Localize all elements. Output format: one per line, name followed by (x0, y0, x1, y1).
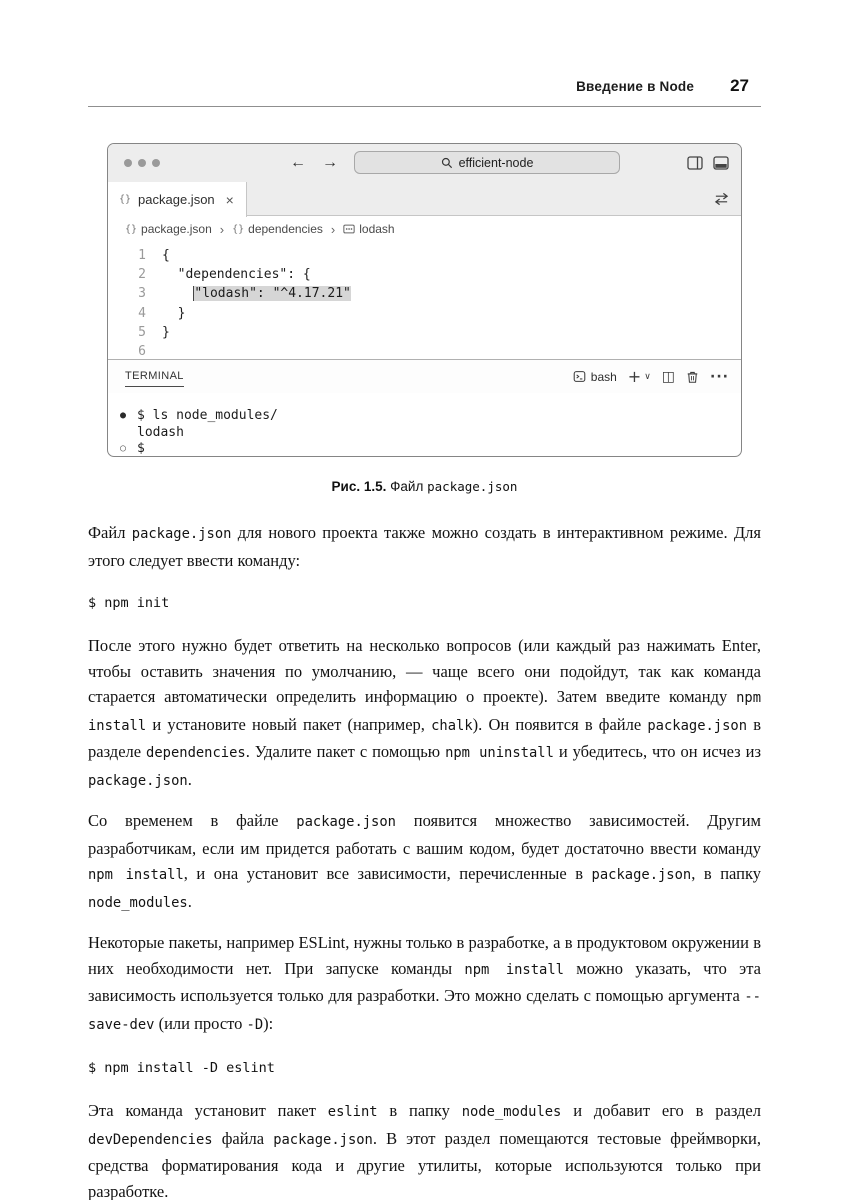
breadcrumb-separator-icon: › (219, 221, 225, 237)
text-run: ): (263, 1013, 274, 1033)
terminal-content[interactable] (108, 392, 741, 457)
window-control-dot[interactable] (138, 159, 146, 167)
body-text (88, 520, 761, 1200)
split-terminal-icon[interactable]: ◫ (661, 368, 676, 385)
line-number: 4 (138, 305, 146, 321)
more-actions-icon[interactable]: ··· (710, 368, 729, 385)
tab-package-json[interactable] (108, 182, 247, 217)
text-run: можно указать, что эта зависимость используется только для разработки. Это можно сделать с помощью аргумента (88, 958, 761, 1005)
inline-code: eslint (327, 1104, 378, 1120)
code-line[interactable] (108, 284, 741, 303)
inline-code: package.json (88, 772, 188, 789)
layout-controls (687, 156, 729, 170)
code-line[interactable] (108, 323, 741, 342)
breadcrumb-separator-icon: › (330, 221, 336, 237)
code-text: } (162, 305, 186, 321)
breadcrumb (108, 217, 741, 241)
paragraph (88, 808, 761, 916)
history-nav (290, 144, 338, 182)
text-run: Со временем в файле (88, 811, 297, 830)
terminal-panel-header (108, 359, 741, 393)
text-run: в папку (377, 1101, 462, 1120)
window-control-dot[interactable] (124, 159, 132, 167)
inline-code: node_modules (461, 1104, 562, 1120)
window-control-dot[interactable] (152, 159, 160, 167)
text-run: , и она установит все зависимости, перечисленные в (183, 864, 592, 883)
code-line[interactable] (108, 304, 741, 323)
no-decoration (108, 425, 137, 442)
editor-tabbar (108, 182, 741, 216)
paragraph (88, 520, 761, 573)
breadcrumb-item-lodash[interactable] (343, 222, 394, 236)
breadcrumb-label: dependencies (248, 222, 323, 236)
chapter-title: Введение в Node (576, 79, 695, 94)
code-line[interactable] (108, 246, 741, 265)
code-text: "dependencies": { (162, 267, 311, 283)
inline-code: package.json (296, 814, 396, 830)
terminal-text: lodash (137, 424, 184, 440)
code-text: { (162, 248, 170, 263)
code-block-npm-init: $ npm init (88, 595, 170, 611)
paragraph (88, 930, 761, 1038)
json-icon: {} (232, 223, 245, 235)
editor-actions (714, 192, 729, 206)
terminal-line (108, 425, 741, 442)
text-run: файла (212, 1128, 274, 1148)
inline-code: node_modules (88, 894, 188, 911)
text-run: ). Он появится в файле (472, 714, 648, 734)
text-run: После этого нужно будет ответить на несколько вопросов (или каждый раз нажимать Enter, чтобы оставить значения по умолчанию, — чаще всего они подойдут, так как команда старается автоматически определить информацию о проекте). Затем введите команду (88, 636, 761, 706)
text-run: . (187, 769, 192, 789)
header-rule (88, 106, 761, 107)
line-number: 5 (138, 324, 146, 340)
tab-label: package.json (138, 192, 215, 207)
text-run: . Удалите пакет с помощью (245, 742, 446, 761)
inline-code: --save-dev (88, 989, 761, 1033)
page-header (88, 76, 761, 96)
selected-code: "lodash": "^4.17.21" (194, 286, 351, 302)
split-editor-icon[interactable] (714, 192, 729, 206)
vscode-titlebar (108, 144, 741, 182)
command-center-search[interactable] (354, 151, 620, 174)
text-run: , в папку (691, 864, 762, 883)
line-number: 1 (138, 248, 146, 263)
inline-code: package.json (647, 717, 748, 734)
text-run: Некоторые пакеты, например ESLint, нужны только в разработке, а в продуктовом окружении в них необходимости нет. При запуске команды (88, 933, 761, 978)
search-icon (441, 157, 453, 169)
breadcrumb-item-file[interactable] (125, 222, 212, 236)
text-run: и добавит его в раздел (561, 1101, 761, 1120)
code-editor[interactable] (108, 241, 741, 361)
inline-code: npm install (464, 961, 564, 978)
code-block-npm-install-eslint: $ npm install -D eslint (88, 1060, 275, 1076)
code-line[interactable] (108, 265, 741, 284)
text-run: (или просто (154, 1013, 247, 1033)
command-decoration-icon: ○ (120, 443, 127, 454)
terminal-line (108, 408, 741, 425)
plus-icon[interactable]: + (627, 366, 642, 386)
inline-code: devDependencies (88, 1131, 213, 1148)
inline-code: chalk (431, 717, 473, 734)
symbol-field-icon (343, 223, 355, 235)
page-number: 27 (730, 76, 749, 95)
inline-code: -D (246, 1016, 264, 1033)
toggle-sidebar-icon[interactable] (687, 156, 703, 170)
inline-code: npm install (88, 867, 184, 883)
figure-caption (88, 479, 761, 494)
inline-code: dependencies (146, 745, 246, 761)
inline-code: package.json (273, 1131, 373, 1148)
figure-caption-text: Файл (390, 479, 424, 494)
code-text: } (162, 324, 170, 340)
inline-code: npm uninstall (445, 745, 554, 761)
inline-code: package.json (591, 867, 692, 883)
line-number: 2 (138, 267, 146, 283)
figure-1-5 (88, 143, 761, 494)
kill-terminal-icon[interactable] (686, 370, 699, 384)
back-icon[interactable]: ← (290, 154, 306, 171)
close-tab-icon[interactable]: × (225, 191, 234, 208)
chevron-down-icon[interactable]: ∨ (644, 372, 651, 382)
terminal-actions (573, 360, 729, 393)
terminal-line (108, 441, 741, 457)
window-controls[interactable] (124, 159, 160, 167)
breadcrumb-label: lodash (359, 222, 395, 236)
figure-caption-label: Рис. 1.5. (331, 479, 387, 494)
toggle-panel-icon[interactable] (713, 156, 729, 170)
text-run: Файл (88, 523, 132, 542)
line-number: 3 (138, 286, 146, 302)
terminal-text: $ (137, 441, 145, 456)
text-run: в разделе (88, 714, 762, 761)
text-run: Эта команда установит пакет (88, 1101, 328, 1120)
text-run: и установите новый пакет (например, (146, 714, 432, 734)
terminal-tab[interactable]: TERMINAL (125, 370, 184, 387)
breadcrumb-label: package.json (141, 222, 212, 236)
new-terminal-button[interactable] (627, 366, 651, 386)
text-run: появится множество зависимостей. Другим разработчикам, если им придется работать с вашим кодом, будет достаточно ввести команду (88, 811, 761, 858)
json-icon: {} (125, 223, 138, 235)
code-text (162, 284, 351, 303)
inline-code: npm install (88, 690, 761, 734)
text-run: для нового проекта также можно создать в интерактивном режиме. Для этого следует ввести команду: (88, 523, 761, 570)
text-run: и убедитесь, что он исчез из (553, 742, 761, 761)
paragraph (88, 633, 761, 794)
inline-code: package.json (131, 526, 232, 542)
json-icon: {} (119, 194, 132, 205)
shell-selector[interactable] (573, 370, 617, 384)
line-number: 6 (138, 344, 146, 360)
text-run: . В этот раздел помещаются тестовые фреймворки, средства форматирования кода и другие утилиты, которые используются только при разработке. (88, 1128, 761, 1200)
command-decoration-icon: ● (120, 410, 127, 421)
search-workspace-label: efficient-node (458, 155, 534, 170)
text-run: . (187, 891, 192, 911)
breadcrumb-item-dependencies[interactable] (232, 222, 323, 236)
vscode-window (107, 143, 742, 457)
shell-label: bash (590, 369, 617, 384)
paragraph (88, 1098, 761, 1200)
forward-icon[interactable]: → (322, 154, 338, 171)
terminal-text: $ ls node_modules/ (137, 408, 278, 423)
figure-caption-code: package.json (427, 479, 518, 494)
bash-icon (573, 370, 586, 383)
